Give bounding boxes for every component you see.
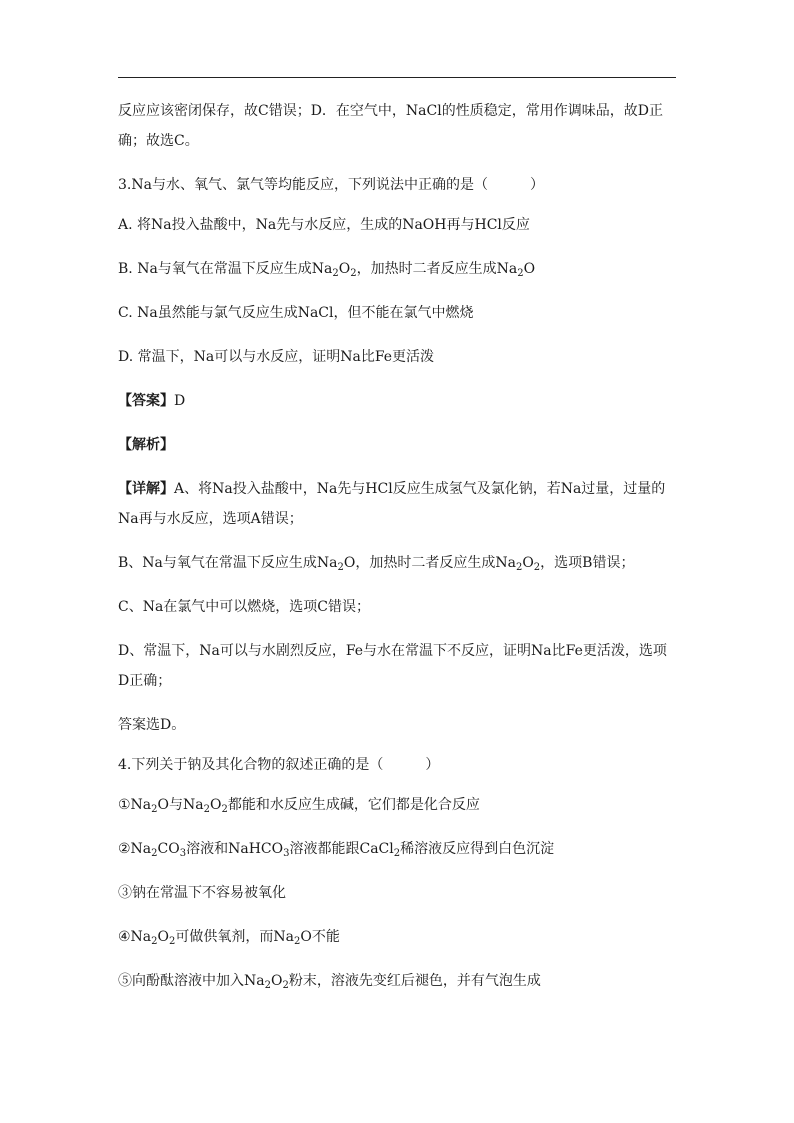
document-body [118, 96, 678, 1010]
q3-stem: 3.Na与水、氧气、氯气等均能反应，下列说法中正确的是（ ） [118, 177, 544, 193]
q3-option-d: D. 常温下，Na可以与水反应，证明Na比Fe更活泼 [118, 349, 435, 365]
q3-option-b: B. Na与氧气在常温下反应生成$Na_2O_2$，加热时二者反应生成$Na_2O$ [118, 261, 536, 279]
q3-detail-a: 【详解】A、将Na投入盐酸中，Na先与HCl反应生成氢气及氯化钠，若Na过量，过量的Na再与水反应，选项A错误； [118, 481, 666, 527]
header-rule [118, 77, 676, 78]
q3-detail-c: C、Na在氯气中可以燃烧，选项C错误； [118, 599, 371, 615]
q4-item-5: ⑤向酚酞溶液中加入$Na_2O_2$粉末，溶液先变红后褪色，并有气泡生成 [118, 973, 541, 991]
q3-conclusion: 答案选D。 [118, 717, 186, 733]
q4-stem: 4.下列关于钠及其化合物的叙述正确的是（ ） [118, 757, 440, 773]
q3-detail-d: D、常温下，Na可以与水剧烈反应，Fe与水在常温下不反应，证明Na比Fe更活泼，选项D正确； [118, 643, 667, 689]
q4-item-3: ③钠在常温下不容易被氧化 [118, 885, 286, 901]
q3-answer: 【答案】D [118, 393, 186, 409]
q4-item-4: $④Na_2O_2$可做供氧剂，而$Na_2O$不能 [118, 929, 340, 947]
q3-option-a: A. 将Na投入盐酸中，Na先与水反应，生成的NaOH再与HCl反应 [118, 217, 530, 233]
q4-item-2: $②Na_2CO_3$溶液和NaHCO$_3$溶液都能跟CaCl$_2$稀溶液反应得到白色沉淀 [118, 841, 555, 859]
q3-detail-b: B、Na与氧气在常温下反应生成$Na_2O$，加热时二者反应生成$Na_2O_2$，选项B错误； [118, 555, 635, 573]
q3-option-c: C. Na虽然能与氯气反应生成NaCl，但不能在氯气中燃烧 [118, 305, 474, 321]
intro-paragraph: 反应应该密闭保存，故C错误；D．在空气中，NaCl的性质稳定，常用作调味品，故D正确；故选C。 [118, 103, 663, 149]
q4-item-1: $①Na_2O$与$Na_2O_2$都能和水反应生成碱，它们都是化合反应 [118, 797, 480, 815]
q3-analysis-label: 【解析】 [118, 437, 174, 453]
